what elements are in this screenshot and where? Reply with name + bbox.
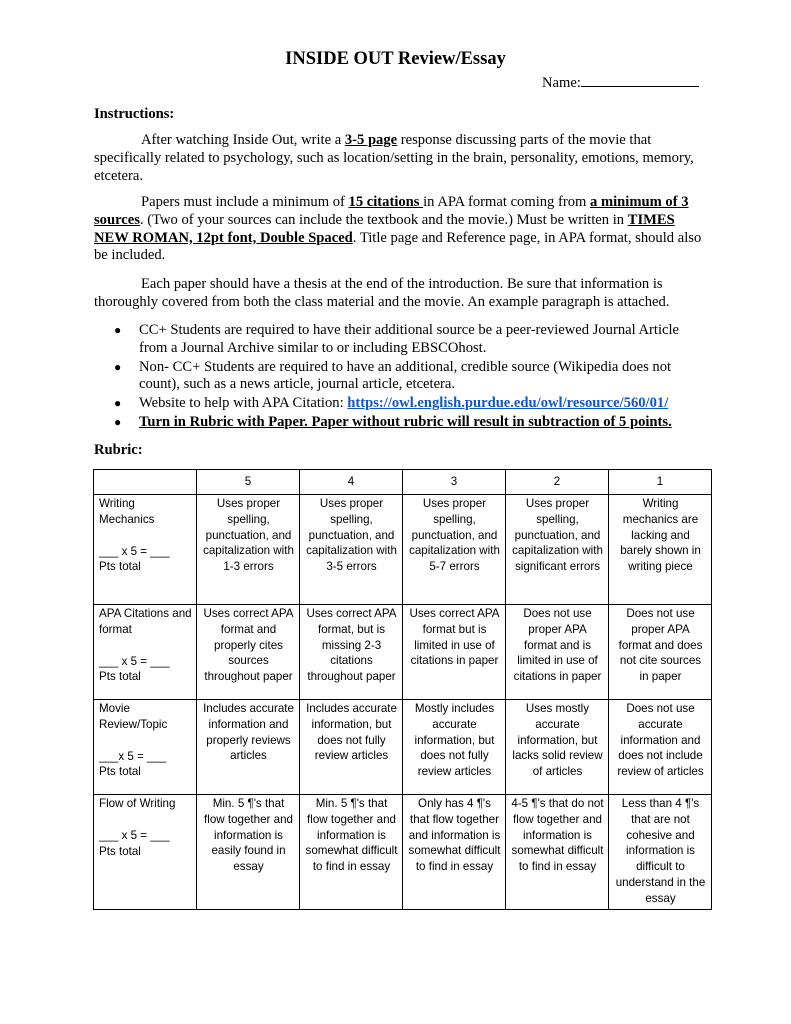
rubric-cell: Does not use proper APA format and does not cite sources in paper <box>609 605 712 700</box>
rubric-cell: Writing mechanics are lacking and barely shown in writing piece <box>609 495 712 605</box>
score-calculation: ___ x 5 = ___ <box>99 654 170 668</box>
rubric-cell: Includes accurate information, but does not fully review articles <box>300 700 403 795</box>
list-item <box>94 322 706 358</box>
rubric-cell: 4-5 ¶'s that do not flow together and information is somewhat difficult to find in essay <box>506 795 609 910</box>
para2-text-1: Papers must include a minimum of <box>141 194 349 210</box>
criterion-label: Writing Mechanics <box>99 497 155 526</box>
rubric-cell: Includes accurate information and properly reviews articles <box>197 700 300 795</box>
para2-text-3: . (Two of your sources can include the textbook and the movie.) Must be written in <box>139 211 628 228</box>
para1-text-2: response discussing parts of the movie that specifically related to psychology, such as location/setting in the brain, personality, emotions, memory, etcetera. <box>94 132 694 184</box>
bullet-text-apa-website: Website to help with APA Citation: <box>139 395 348 412</box>
score-calculation: ___ x 5 = ___ <box>99 828 170 842</box>
rubric-cell: Uses correct APA format but is limited in use of citations in paper <box>403 605 506 700</box>
criterion-label: Flow of Writing <box>99 797 176 810</box>
rubric-header-score: 5 <box>197 470 300 495</box>
para2-format: TIMES NEW ROMAN, 12pt font, Double Spaced <box>94 211 675 246</box>
bullet-icon: ● <box>114 323 122 337</box>
rubric-criterion <box>94 795 197 910</box>
criterion-label: Movie Review/Topic <box>99 702 168 731</box>
rubric-header-score: 4 <box>300 470 403 495</box>
rubric-header-score: 1 <box>609 470 712 495</box>
bullet-text-rubric-warning: Turn in Rubric with Paper. Paper without rubric will result in subtraction of 5 points. <box>139 413 672 430</box>
points-total-label: Pts total <box>99 670 141 684</box>
bullet-icon: ● <box>114 414 122 429</box>
rubric-cell: Uses correct APA format and properly cites sources throughout paper <box>197 605 300 700</box>
bullet-text-non-cc-plus: Non- CC+ Students are required to have an additional, credible source (Wikipedia does not count), such as a news article, journal article, etcetera. <box>139 358 672 393</box>
list-item <box>94 359 706 395</box>
instructions-heading: Instructions: <box>94 106 175 122</box>
name-blank-line <box>581 72 699 87</box>
points-total-label: Pts total <box>99 844 141 858</box>
list-item <box>94 395 706 413</box>
name-field <box>542 72 699 93</box>
bullet-icon: ● <box>114 396 122 411</box>
score-calculation: ___ x 5 = ___ <box>99 544 170 558</box>
rubric-cell: Uses proper spelling, punctuation, and capitalization with 1-3 errors <box>197 495 300 605</box>
apa-citation-link[interactable]: https://owl.english.purdue.edu/owl/resource/560/01/ <box>347 395 669 412</box>
rubric-cell: Does not use proper APA format and is limited in use of citations in paper <box>506 605 609 700</box>
rubric-header-score: 3 <box>403 470 506 495</box>
table-row <box>94 700 712 795</box>
para1-page-count: 3-5 page <box>344 132 398 148</box>
rubric-cell: Uses proper spelling, punctuation, and capitalization with significant errors <box>506 495 609 605</box>
para2-citations: 15 citations <box>348 194 424 210</box>
name-label: Name: <box>542 75 581 91</box>
table-row <box>94 795 712 910</box>
para2-text-2: in APA format coming from <box>423 194 591 210</box>
instructions-paragraph-3: Each paper should have a thesis at the end of the introduction. Be sure that information is thoroughly covered from both the class material and the movie. An example paragraph is attached. <box>94 276 670 310</box>
rubric-cell: Does not use accurate information and does not include review of articles <box>609 700 712 795</box>
rubric-criterion <box>94 700 197 795</box>
score-calculation: ___x 5 = ___ <box>99 749 167 763</box>
rubric-header-corner <box>94 470 197 495</box>
table-row <box>94 605 712 700</box>
bullet-text-cc-plus: CC+ Students are required to have their additional source be a peer-reviewed Journal Article from a Journal Archive similar to or including EBSCOhost. <box>139 322 680 356</box>
para2-sources: a minimum of 3 sources <box>94 194 689 228</box>
rubric-table <box>93 469 712 910</box>
document-title: INSIDE OUT Review/Essay <box>285 49 506 69</box>
rubric-cell: Uses mostly accurate information, but lacks solid review of articles <box>506 700 609 795</box>
rubric-cell: Mostly includes accurate information, but does not fully review articles <box>403 700 506 795</box>
list-item <box>94 414 706 432</box>
points-total-label: Pts total <box>99 560 141 574</box>
rubric-heading: Rubric: <box>94 442 143 458</box>
requirements-list <box>94 322 706 433</box>
para2-text-4: . Title page and Reference page, in APA format, should also be included. <box>94 229 702 264</box>
instructions-paragraph-1 <box>94 132 702 185</box>
rubric-criterion <box>94 495 197 605</box>
bullet-icon: ● <box>114 359 122 374</box>
para1-text-1: After watching Inside Out, write a <box>141 132 345 148</box>
rubric-cell: Min. 5 ¶'s that flow together and information is easily found in essay <box>197 795 300 910</box>
instructions-paragraph-2 <box>94 194 702 265</box>
rubric-header-row <box>94 470 712 495</box>
points-total-label: Pts total <box>99 765 141 779</box>
rubric-cell: Uses correct APA format, but is missing 2-3 citations throughout paper <box>300 605 403 700</box>
rubric-cell: Uses proper spelling, punctuation, and capitalization with 5-7 errors <box>403 495 506 605</box>
criterion-label: APA Citations and format <box>99 607 192 636</box>
rubric-criterion <box>94 605 197 700</box>
rubric-header-score: 2 <box>506 470 609 495</box>
table-row <box>94 495 712 605</box>
rubric-cell: Less than 4 ¶'s that are not cohesive and information is difficult to understand in the essay <box>609 795 712 910</box>
rubric-cell: Min. 5 ¶'s that flow together and information is somewhat difficult to find in essay <box>300 795 403 910</box>
rubric-cell: Only has 4 ¶'s that flow together and information is somewhat difficult to find in essay <box>403 795 506 910</box>
rubric-cell: Uses proper spelling, punctuation, and capitalization with 3-5 errors <box>300 495 403 605</box>
